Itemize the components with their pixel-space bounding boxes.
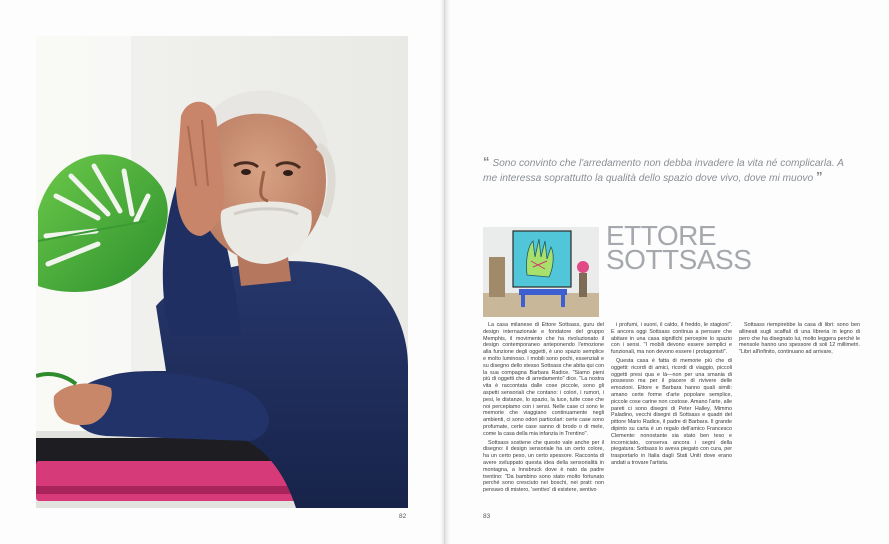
portrait-photo: [36, 36, 408, 508]
portrait-illustration: [36, 36, 408, 508]
pull-quote-text: Sono convinto che l'arredamento non debba invadere la vita né complicarla. A me interessa soprattutto la qualità dello spazio dove vivo, dove mi muovo: [483, 158, 844, 184]
page-number-right: 83: [483, 513, 491, 520]
interior-photo: [483, 227, 599, 317]
title-line-1: ETTORE: [606, 220, 717, 251]
article-column-2: [611, 322, 732, 512]
article-title: [606, 220, 752, 275]
column-2-paragraph: i profumi, i suoni, il caldo, il freddo, le stagioni". E ancora oggi Sottsass continua a pensare che abitare in una casa significhi percepire lo spazio con i sensi. "I mobili devono essere semplici e funzionali, ma non devono essere i protagonisti".: [611, 322, 732, 356]
column-2-paragraph: Questa casa è fatta di memorie più che di oggetti: ricordi di amici, ricordi di viaggio, piccoli oggetti presi qua e là—non per una smania di possesso ma per il piacere di rivivere delle emozioni. Ettore e Barbara hanno quali simili: amano certe forme d'arte popolare semplice, piccole cose carine non costose. Amano l'arte, alle pareti ci sono disegni di Peter Halley, Mimmo Paladino, vecchi disegni di Sottsass e quadri del pittore Mario Radice, il padre di Barbara. Il grande dipinto su carta è un regalo dell'amico Francesco Clemente: nonostante sia stato ben teso e incorniciato, conserva ancora i segni della piegatura: Sottsass lo aveva piegato con cura, per trasportarlo in Italia dagli Stati Uniti dove erano andati a trovare l'artista.: [611, 357, 732, 466]
open-quote-mark: “: [483, 154, 490, 169]
article-column-1: [483, 322, 604, 512]
close-quote-mark: ”: [815, 168, 823, 184]
page-gutter: [440, 0, 450, 544]
article-column-3: [739, 322, 860, 512]
column-3-paragraph: Sottsass riempirebbe la casa di libri: sono ben allineati sugli scaffali di una libreria in legno di pero che ha disegnato lui, molto leggera perché le mensole hanno uno spessore di soli 12 millimetri. "Libri all'infinito, continuano ad arrivare,: [739, 322, 860, 356]
interior-illustration: [483, 227, 599, 317]
title-line-2: SOTTSASS: [606, 244, 752, 275]
column-1-paragraph: La casa milanese di Ettore Sottsass, guru del design internazionale e fondatore del gruppo Memphis, il movimento che ha rivoluzionato il design contemporaneo anteponendo l'emozione alla funzione degli oggetti, è uno spazio semplice e molto luminoso. I mobili sono pochi, essenziali e su disegno dello stesso Sottsass che abita qui con la sua compagna Barbara Radice. "Siamo pieni più di oggetti che di arredamento" dice. "La nostra vita è raccontata dalle cose piccole, sono gli aspetti sensoriali che contano: i colori, i rumori, i pesi, le distanze, lo spazio, la luce, tutte cose che noi percepiamo con i sensi. Nelle case ci sono le memorie che viaggiano continuamente negli ambienti, ci sono odori particolari: certe case sono profumate, certe case sanno di brodo o di mele, come la casa della mia infanzia in Trentino".: [483, 322, 604, 437]
left-page: [0, 0, 444, 544]
column-1-paragraph: Sottsass sostiene che questo vale anche per il disegno: il design sensoriale ha un certo colore, ha un certo peso, un certo spessore. Racconta di avere sviluppato questa idea della sensorialità in montagna, a Innsbruck dove è nato da padre trentino: "Da bambino sono stato molto fortunato perché sono cresciuto nei boschi, nei prati: non pensavo di mistero, 'sentivo' di esistere, sentivo: [483, 439, 604, 494]
page-number-left: 82: [399, 513, 407, 520]
pull-quote: [483, 156, 858, 186]
